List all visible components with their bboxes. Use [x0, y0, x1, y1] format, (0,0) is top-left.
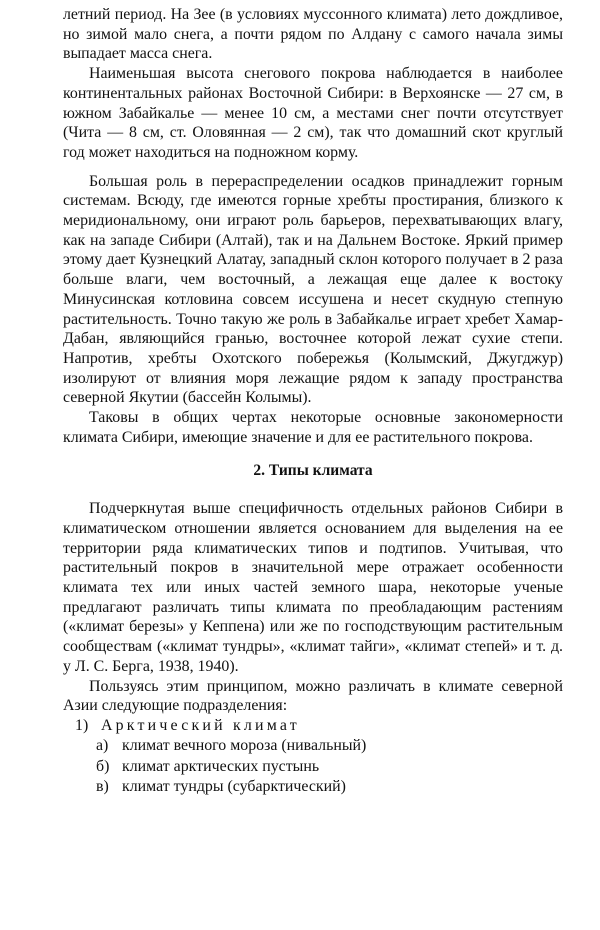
text-block	[63, 5, 563, 798]
section-heading: 2. Типы климата	[253, 462, 373, 480]
list-item-label: климат тундры (субарктический)	[121, 778, 346, 796]
climate-subdivision-list	[63, 716, 563, 798]
list-item-arctic	[63, 716, 563, 737]
paragraph-snow-cover-intro: летний период. На Зее (в условиях муссонного климата) лето дождливое, но зимой мало снега, а почти рядом по Алдану с самого начала зимы выпадает масса снега.	[63, 6, 563, 63]
list-marker: б)	[96, 757, 110, 775]
paragraph-snow-height: Наименьшая высота снегового покрова наблюдается в наиболее континентальных районах Восточной Сибири: в Верхоянске — 27 см, в южном Забайкалье — менее 10 см, а местами снег почти отсутствует (Чита — 8 см, ст. Оловянная — 2 см), так что домашний скот круглый год может находиться на подножном корму.	[63, 65, 563, 161]
list-subitem-b	[63, 757, 563, 778]
paragraph-summary: Таковы в общих чертах некоторые основные закономерности климата Сибири, имеющие значение и для ее растительного покрова.	[63, 409, 563, 446]
paragraph-climate-types: Подчеркнутая выше специфичность отдельных районов Сибири в климатическом отношении является основанием для выделения на ее территории ряда климатических типов и подтипов. Учитывая, что растительный покров в значительной мере отражает особенности климата тех или иных частей земного шара, некоторые ученые предлагают различать типы климата по преобладающим растениям («климат березы» у Кеппена) или же по господствующим растительным сообществам («климат тундры», «климат тайги», «климат степей» и т. д. у Л. С. Берга, 1938, 1940).	[63, 500, 563, 675]
list-subitem-c	[63, 777, 563, 798]
list-marker: 1)	[75, 716, 89, 734]
list-marker: а)	[96, 737, 109, 755]
list-subitem-a	[63, 736, 563, 757]
list-item-label: климат арктических пустынь	[121, 757, 320, 775]
list-item-label: Арктический климат	[100, 716, 300, 734]
paragraph-principle: Пользуясь этим принципом, можно различать в климате северной Азии следующие подразделения:	[63, 677, 563, 715]
list-item-label: климат вечного мороза (нивальный)	[121, 737, 367, 755]
paragraph-mountain-role: Большая роль в перераспределении осадков принадлежит горным системам. Всюду, где имеются горные хребты простирания, близкого к меридиональному, они играют роль барьеров, перехватывающих влагу, как на западе Сибири (Алтай), так и на Дальнем Востоке. Яркий пример этому дает Кузнецкий Алатау, западный склон которого получает в 2 раза больше влаги, чем восточный, а лежащая еще далее к востоку Минусинская котловина совсем иссушена и несет скудную степную растительность. Точно такую же роль в Забайкалье играет хребет Хамар-Дабан, являющийся гранью, восточнее которой лежат сухие степи. Напротив, хребты Охотского побережья (Колымский, Джугджур) изолируют от влияния моря лежащие рядом к западу пространства северной Якутии (бассейн Колымы).	[63, 172, 563, 407]
list-marker: в)	[96, 778, 109, 796]
